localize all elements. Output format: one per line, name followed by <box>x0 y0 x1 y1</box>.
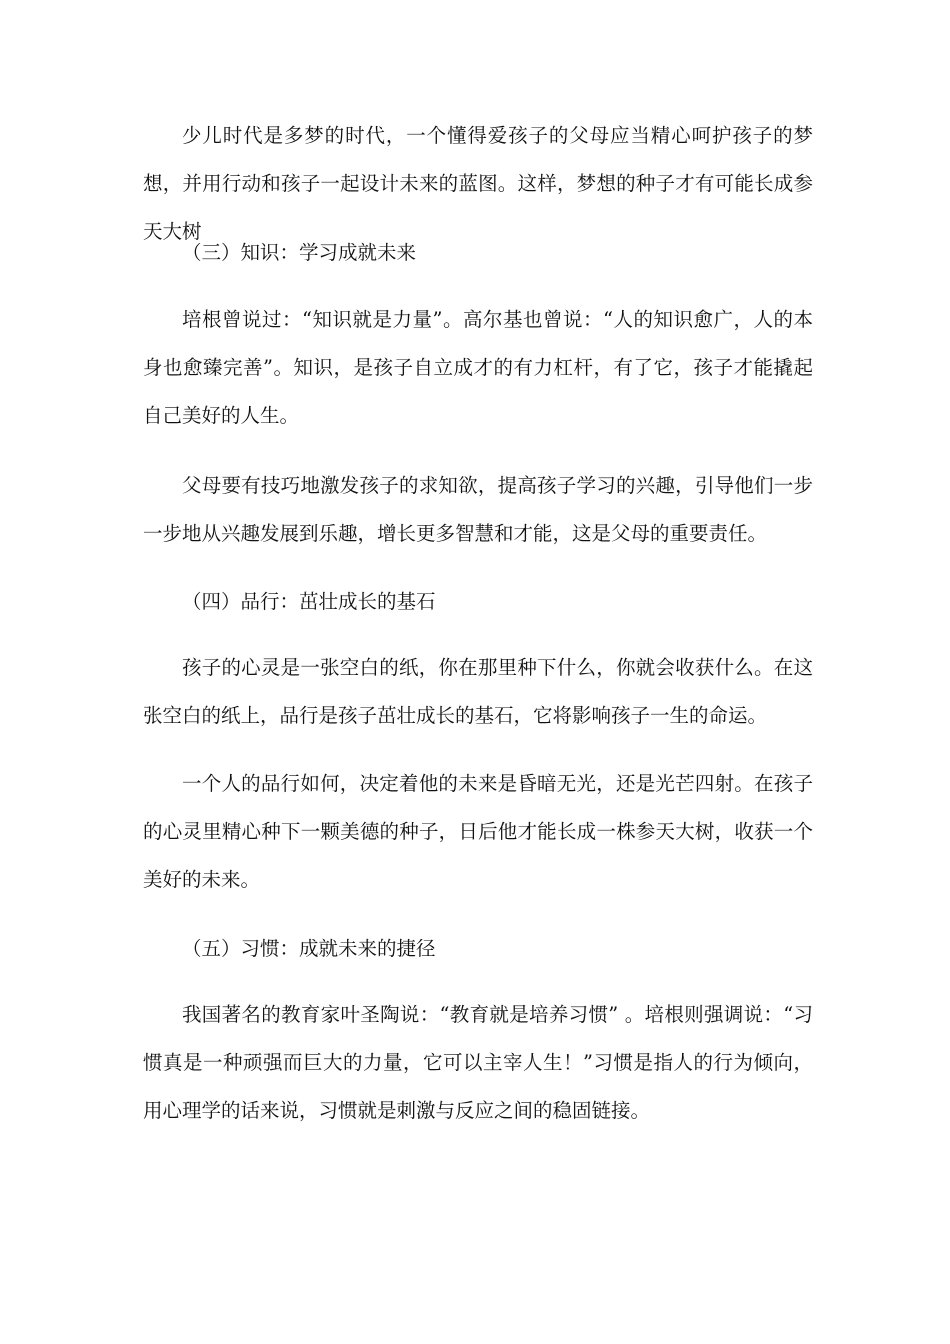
paragraph-blank-paper: 孩子的心灵是一张空白的纸，你在那里种下什么，你就会收获什么。在这张空白的纸上，品行是孩子茁壮成长的基石，它将影响孩子一生的命运。 <box>143 656 813 727</box>
section-heading-character: （四）品行：茁壮成长的基石 <box>182 590 436 613</box>
section-heading-habits: （五）习惯：成就未来的捷径 <box>182 937 436 960</box>
paragraph-parents-duty: 父母要有技巧地激发孩子的求知欲，提高孩子学习的兴趣，引导他们一步一步地从兴趣发展到乐趣，增长更多智慧和才能，这是父母的重要责任。 <box>143 474 813 545</box>
paragraph-character-future: 一个人的品行如何，决定着他的未来是昏暗无光，还是光芒四射。在孩子的心灵里精心种下一颗美德的种子，日后他才能长成一株参天大树，收获一个美好的未来。 <box>143 772 813 891</box>
paragraph-dreams: 少儿时代是多梦的时代，一个懂得爱孩子的父母应当精心呵护孩子的梦想，并用行动和孩子一起设计未来的蓝图。这样，梦想的种子才有可能长成参天大树 <box>143 124 813 243</box>
paragraph-habits-quote: 我国著名的教育家叶圣陶说：“教育就是培养习惯” 。培根则强调说：“习惯真是一种顽强而巨大的力量，它可以主宰人生！”习惯是指人的行为倾向，用心理学的话来说，习惯就是刺激与反应之间的稳固链接。 <box>143 1003 813 1122</box>
paragraph-knowledge-quote: 培根曾说过：“知识就是力量”。高尔基也曾说：“人的知识愈广，人的本身也愈臻完善”。知识，是孩子自立成才的有力杠杆，有了它，孩子才能撬起自己美好的人生。 <box>143 308 813 427</box>
section-heading-knowledge: （三）知识：学习成就未来 <box>182 241 417 264</box>
